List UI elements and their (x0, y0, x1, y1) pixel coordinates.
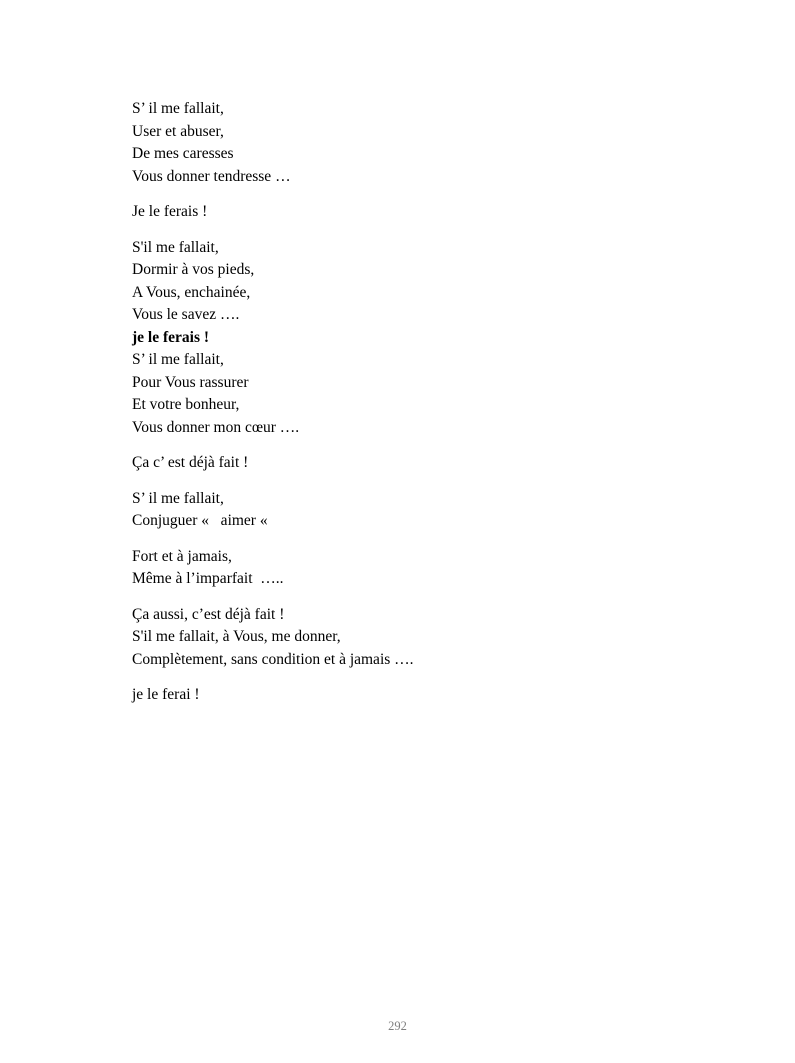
poem-line: De mes caresses (132, 145, 234, 162)
poem-line: Ça c’ est déjà fait ! (132, 454, 249, 471)
poem-line: Et votre bonheur, (132, 396, 240, 413)
poem-line: S'il me fallait, à Vous, me donner, (132, 628, 341, 645)
poem-line: Dormir à vos pieds, (132, 261, 255, 278)
poem-stanza (132, 604, 692, 672)
stanza-gap (132, 591, 692, 604)
poem-stanza (132, 452, 692, 475)
poem-line: A Vous, enchainée, (132, 283, 251, 301)
poem-line: S’ il me fallait, (132, 489, 224, 507)
poem-line: Vous donner tendresse … (132, 167, 291, 185)
poem-stanza (132, 237, 692, 440)
poem-stanza (132, 488, 692, 533)
poem-line: Complètement, sans condition et à jamais …. (132, 650, 414, 668)
stanza-gap (132, 671, 692, 684)
poem-line: Vous donner mon cœur …. (132, 418, 300, 436)
poem-stanza (132, 684, 692, 707)
poem-line: Fort et à jamais, (132, 547, 232, 565)
poem-line: Vous le savez …. (132, 306, 240, 323)
poem-body (132, 98, 692, 707)
stanza-gap (132, 224, 692, 237)
poem-line: Je le ferais ! (132, 203, 208, 220)
stanza-gap (132, 188, 692, 201)
poem-line: je le ferai ! (132, 686, 200, 703)
poem-line: Ça aussi, c’est déjà fait ! (132, 605, 285, 623)
poem-stanza (132, 201, 692, 224)
poem-line: je le ferais ! (132, 328, 210, 346)
poem-line: Même à l’imparfait ….. (132, 570, 284, 587)
poem-line: User et abuser, (132, 122, 224, 140)
poem-line: S’ il me fallait, (132, 100, 224, 117)
poem-stanza (132, 98, 692, 188)
poem-line: S'il me fallait, (132, 238, 219, 256)
poem-stanza (132, 546, 692, 591)
page-number: 292 (388, 1019, 407, 1033)
stanza-gap (132, 533, 692, 546)
poem-line: Conjuguer « aimer « (132, 512, 268, 529)
poem-line: S’ il me fallait, (132, 351, 224, 368)
stanza-gap (132, 439, 692, 452)
stanza-gap (132, 475, 692, 488)
poem-line: Pour Vous rassurer (132, 373, 249, 391)
